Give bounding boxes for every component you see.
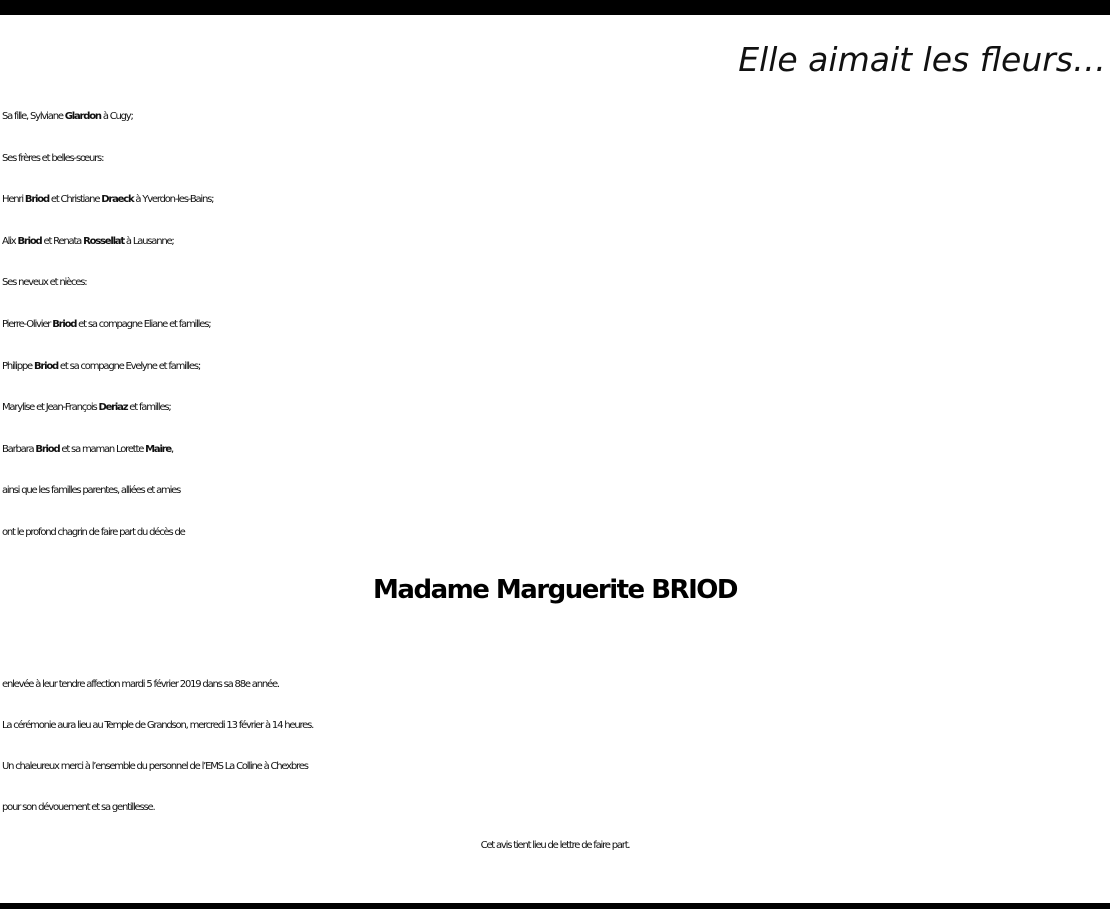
line-text: ont le profond chagrin de faire part du décès de <box>2 526 185 538</box>
line-text: Marylise et Jean-François <box>2 402 99 414</box>
detail-line: pour son dévouement et sa gentillesse. <box>2 802 155 813</box>
line-text: à Cugy; <box>100 111 133 122</box>
family-line-nephew <box>2 304 1108 346</box>
family-line-sibling <box>2 179 1108 221</box>
line-text: Henri <box>2 194 25 206</box>
announcement-line <box>2 512 1108 554</box>
family-line-nephew <box>2 346 1108 388</box>
top-border-rule <box>0 0 1110 15</box>
surname: Briod <box>33 360 58 372</box>
surname: Deriaz <box>98 402 128 414</box>
closing-note: Cet avis tient lieu de lettre de faire part. <box>480 840 630 851</box>
surname: Maire <box>145 443 171 455</box>
line-text: et familles; <box>127 402 171 414</box>
family-line-sibling <box>2 221 1108 263</box>
family-line-siblings-heading <box>2 138 1108 180</box>
line-text: ainsi que les familles parentes, alliées et amies <box>2 485 181 497</box>
line-text: Alix <box>2 235 18 247</box>
deceased-name: Madame Marguerite BRIOD <box>373 575 737 605</box>
family-line-relatives <box>2 470 1108 512</box>
detail-line: Un chaleureux merci à l’ensemble du personnel de l’EMS La Colline à Chexbres <box>2 761 308 772</box>
family-line-niece <box>2 387 1108 429</box>
line-text: et Renata <box>41 235 84 247</box>
line-text: Pierre-Olivier <box>2 318 53 330</box>
surname: Rossellat <box>83 235 124 247</box>
detail-line: enlevée à leur tendre affection mardi 5 février 2019 dans sa 88e année. <box>2 679 279 690</box>
detail-line: La cérémonie aura lieu au Temple de Grandson, mercredi 13 février à 14 heures. <box>2 720 314 731</box>
surname: Glardon <box>64 111 101 122</box>
line-text: Barbara <box>2 443 36 455</box>
surname: Briod <box>24 194 49 206</box>
line-text: et sa compagne Evelyne et familles; <box>57 360 201 372</box>
surname: Briod <box>35 443 60 455</box>
surname: Draeck <box>101 194 134 206</box>
family-list <box>2 96 1108 554</box>
family-line-daughter <box>2 96 1108 138</box>
details-block <box>2 664 1108 828</box>
line-text: , <box>171 443 173 455</box>
surname: Briod <box>52 318 77 330</box>
line-text: à Lausanne; <box>123 235 174 247</box>
line-text: Ses neveux et nièces: <box>2 277 87 289</box>
surname: Briod <box>17 235 42 247</box>
line-text: et Christiane <box>48 194 102 206</box>
line-text: Sa fille, Sylviane <box>2 111 65 122</box>
family-line-nephews-heading <box>2 262 1108 304</box>
line-text: Ses frères et belles-sœurs: <box>2 152 104 164</box>
line-text: et sa compagne Eliane et familles; <box>76 318 211 330</box>
line-text: et sa maman Lorette <box>59 443 146 455</box>
epigraph: Elle aimait les fleurs… <box>738 40 1106 79</box>
line-text: Philippe <box>2 360 34 372</box>
bottom-border-rule <box>0 903 1110 909</box>
family-line-niece <box>2 429 1108 471</box>
line-text: à Yverdon-les-Bains; <box>133 194 214 206</box>
